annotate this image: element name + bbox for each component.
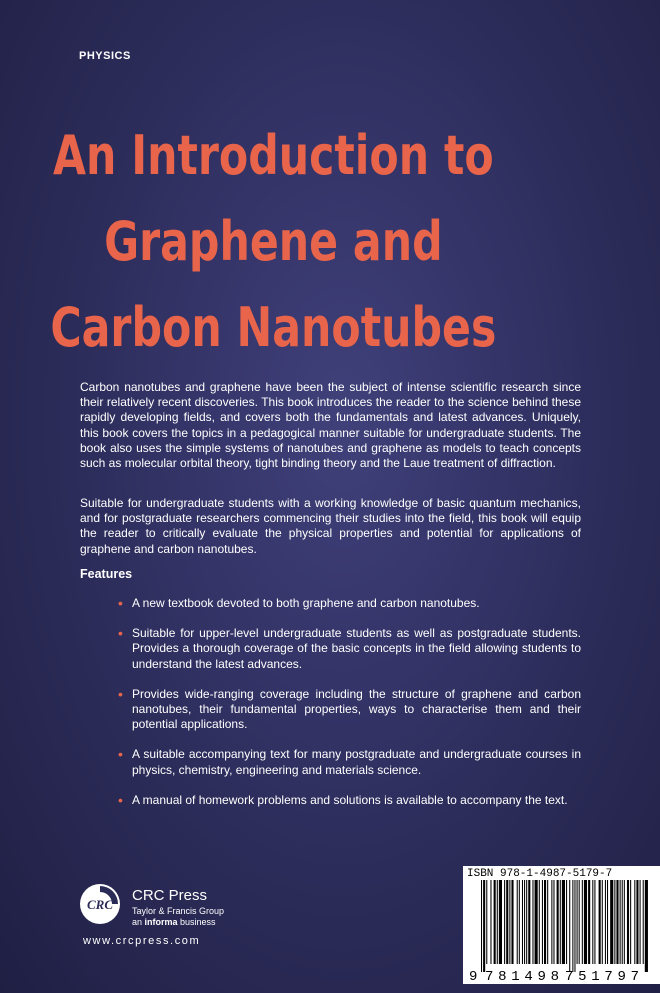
barcode-bar-group xyxy=(481,880,648,972)
bullet-icon: • xyxy=(118,791,123,808)
bullet-icon: • xyxy=(118,595,123,611)
barcode-bar xyxy=(481,880,482,972)
barcode-bar xyxy=(528,880,530,964)
barcode-bar xyxy=(504,880,505,964)
barcode-bar xyxy=(547,880,548,964)
barcode-bar xyxy=(490,880,491,964)
feature-text: A new textbook devoted to both graphene and carbon nanotubes. xyxy=(132,596,480,610)
publisher-group: Taylor & Francis Group xyxy=(132,906,225,916)
barcode-bar xyxy=(560,880,561,964)
publisher-website: www.crcpress.com xyxy=(83,935,201,947)
barcode-bar xyxy=(486,880,487,964)
barcode-bar xyxy=(553,880,554,964)
barcode-bar xyxy=(614,880,615,964)
barcode-bar xyxy=(511,880,513,964)
barcode-bar xyxy=(599,880,601,964)
barcode-bar xyxy=(562,880,565,964)
barcode-bar xyxy=(616,880,618,964)
barcode-bar xyxy=(551,880,552,964)
barcode-bar xyxy=(582,880,583,964)
title-line-3: Carbon Nanotubes xyxy=(50,296,497,359)
isbn-barcode xyxy=(463,866,660,984)
barcode-digit-lead: 9 xyxy=(469,969,478,984)
barcode-bar xyxy=(569,880,570,972)
barcode-bar xyxy=(624,880,625,964)
bullet-icon: • xyxy=(118,685,123,702)
barcode-bar xyxy=(566,880,567,964)
barcode-bar xyxy=(645,880,648,972)
barcode-bar xyxy=(584,880,587,964)
barcode-bar xyxy=(483,880,485,972)
publisher-business-line xyxy=(132,917,216,927)
barcode-bars xyxy=(463,880,660,984)
title-line-2: Graphene and xyxy=(104,210,443,273)
barcode-bar xyxy=(524,880,525,964)
barcode-bar xyxy=(506,880,508,964)
barcode-bar xyxy=(643,880,644,964)
bullet-icon: • xyxy=(118,625,123,642)
bullet-icon: • xyxy=(118,746,123,763)
barcode-bar xyxy=(579,880,580,964)
feature-item xyxy=(118,685,581,733)
barcode-bar xyxy=(519,880,520,964)
barcode-digit-group-2: 751797 xyxy=(565,969,639,984)
barcode-bar xyxy=(526,880,527,964)
barcode-bar xyxy=(577,880,578,964)
barcode-bar xyxy=(517,880,518,964)
barcode-bar xyxy=(532,880,533,964)
feature-text: A suitable accompanying text for many postgraduate and undergraduate courses in physics, chemistry, engineering and materials science. xyxy=(132,747,581,777)
barcode-bar xyxy=(607,880,608,964)
barcode-bar xyxy=(542,880,543,964)
description-paragraph-1: Carbon nanotubes and graphene have been the subject of intense scientific research since their relatively recent discoveries. This book introduces the reader to the science behind these rapidly developing fields, and covers both the fundamentals and latest advances. Uniquely, this book covers the topics in a pedagogical manner suitable for undergraduate students. The book also uses the simple systems of nanotubes and graphene as models to teach concepts such as molecular orbital theory, tight binding theory and the Laue treatment of diffraction. xyxy=(80,380,581,471)
crc-logo-icon xyxy=(79,883,121,925)
barcode-bar xyxy=(630,880,631,964)
barcode-digit-group-1: 781498 xyxy=(485,969,559,984)
business-suffix: business xyxy=(177,917,216,927)
isbn-label: ISBN 978-1-4987-5179-7 xyxy=(467,868,613,880)
publisher-name: CRC Press xyxy=(132,887,208,904)
barcode-bar xyxy=(522,880,523,964)
feature-text: Provides wide-ranging coverage including the structure of graphene and carbon nanotubes, their fundamental properties, ways to characterise them and their potential applications. xyxy=(132,686,581,732)
barcode-bar xyxy=(636,880,638,964)
barcode-bar xyxy=(509,880,510,964)
business-name: informa xyxy=(144,917,178,927)
feature-item xyxy=(118,791,581,808)
features-list xyxy=(118,595,581,823)
barcode-bar xyxy=(610,880,613,964)
feature-text: Suitable for upper-level undergraduate students as well as postgraduate students. Provides a thorough coverage of the basic concepts in the field allowing students to understand the latest advances. xyxy=(132,626,581,671)
barcode-bar xyxy=(494,880,496,964)
barcode-bar xyxy=(499,880,502,964)
barcode-bar xyxy=(634,880,635,964)
business-prefix: an xyxy=(132,917,145,927)
features-heading: Features xyxy=(80,567,133,581)
book-title xyxy=(0,113,547,371)
feature-item xyxy=(118,595,581,611)
barcode-bar xyxy=(594,880,595,964)
barcode-bar xyxy=(544,880,546,964)
feature-item xyxy=(118,746,581,777)
barcode-bar xyxy=(497,880,498,964)
barcode-bar xyxy=(588,880,590,964)
feature-item xyxy=(118,625,581,672)
title-line-1: An Introduction to xyxy=(53,124,494,187)
barcode-bar xyxy=(622,880,623,964)
barcode-bar xyxy=(535,880,538,964)
barcode-bar xyxy=(627,880,629,964)
description-paragraph-2: Suitable for undergraduate students with a working knowledge of basic quantum mechanics, and for postgraduate researchers commencing their studies into the field, this book will equip the reader to critically evaluate the physical properties and potential for applications of graphene and carbon nanotubes. xyxy=(80,496,581,556)
barcode-bar xyxy=(640,880,641,964)
barcode-bar xyxy=(592,880,593,964)
svg-text:CRC: CRC xyxy=(86,897,114,912)
category-label: PHYSICS xyxy=(79,50,131,62)
feature-text: A manual of homework problems and solutions is available to accompany the text. xyxy=(132,792,568,807)
barcode-bar xyxy=(602,880,603,964)
barcode-bar xyxy=(620,880,621,964)
barcode-bar xyxy=(574,880,575,972)
barcode-bar xyxy=(557,880,559,964)
barcode-bar xyxy=(605,880,606,964)
barcode-bar xyxy=(572,880,573,972)
barcode-bar xyxy=(539,880,540,964)
